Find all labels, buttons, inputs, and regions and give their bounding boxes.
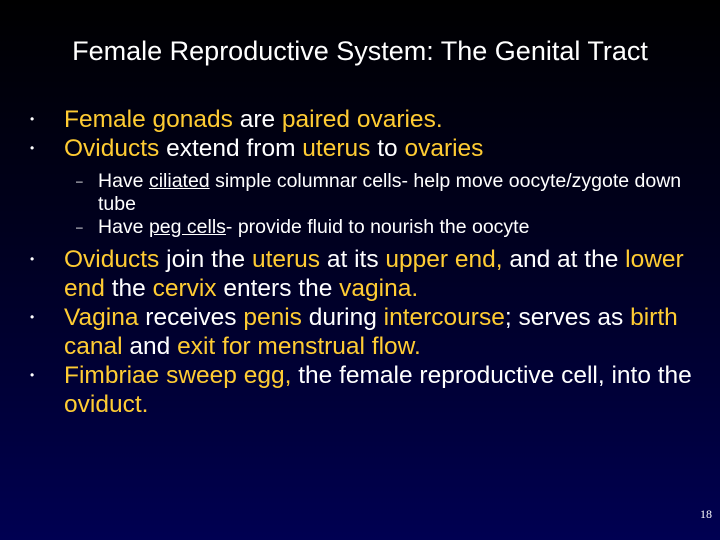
slide-title: Female Reproductive System: The Genital Tract [72,36,648,66]
bullet-item-gonads [30,105,710,134]
highlight-text: intercourse [383,304,505,331]
body-text: are [232,106,282,133]
body-text: during [301,304,384,331]
highlight-text: birth canal [64,304,678,360]
bullet-icon: • [30,112,35,126]
highlight-text: ovaries [404,135,484,162]
body-text: at its [320,246,386,273]
body-text: the [104,275,153,302]
body-text: - provide fluid to nourish the oocyte [225,216,530,238]
highlight-text: oviduct. [64,391,149,418]
body-text: receives [138,304,244,331]
underlined-text: peg cells [148,216,226,238]
slide-body [30,105,710,419]
bullet-item-vagina [30,303,710,361]
sub-item-ciliated [30,170,710,216]
underlined-text: ciliated [148,170,210,192]
highlight-text: uterus [302,135,371,162]
bullet-item-oviducts-join [30,245,710,303]
highlight-text: lower end [64,246,684,302]
highlight-text: Fimbriae sweep egg, [64,362,292,389]
highlight-text: Oviducts [64,246,160,273]
highlight-text: Female gonads [64,106,233,133]
bullet-icon: • [30,141,35,155]
dash-icon: – [76,174,83,188]
highlight-text: penis [243,304,302,331]
highlight-text: Oviducts [64,135,160,162]
highlight-text: uterus [251,246,321,273]
bullet-item-fimbriae [30,361,710,419]
body-text: and at the [502,246,626,273]
body-text: and [122,333,178,360]
bullet-icon: • [30,252,35,266]
body-text: simple columnar cells- help move oocyte/zygote down tube [98,170,682,215]
highlight-text: vagina. [339,275,419,302]
body-text: extend from [159,135,303,162]
bullet-item-oviducts [30,134,710,163]
body-text: to [370,135,405,162]
highlight-text: cervix [152,275,217,302]
highlight-text: upper end, [385,246,503,273]
sub-item-peg-cells [30,216,710,239]
body-text: join the [159,246,252,273]
bullet-icon: • [30,368,35,382]
body-text: the female reproductive cell, into the [291,362,692,389]
body-text: enters the [216,275,340,302]
body-text: Have [98,170,149,192]
body-text: ; serves as [504,304,631,331]
dash-icon: – [76,220,83,234]
page-number: 18 [700,507,712,521]
bullet-icon: • [30,310,35,324]
highlight-text: paired ovaries. [281,106,443,133]
body-text: Have [98,216,149,238]
highlight-text: Vagina [64,304,139,331]
highlight-text: exit for menstrual flow. [177,333,421,360]
